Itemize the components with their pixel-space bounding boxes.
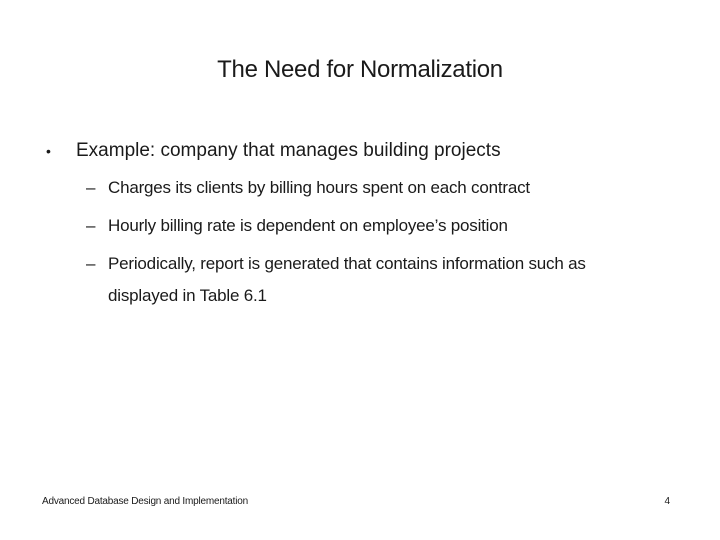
sub-bullet-text: Charges its clients by billing hours spent on each contract: [108, 178, 530, 197]
sub-bullet-marker: –: [86, 178, 96, 197]
sub-bullet-marker: –: [86, 254, 96, 273]
footer-page-number: 4: [664, 496, 670, 507]
sub-bullet-continuation: displayed in Table 6.1: [108, 286, 267, 305]
bullet-item: [46, 140, 501, 162]
bullet-text: Example: company that manages building projects: [76, 140, 501, 161]
bullet-marker: •: [46, 143, 51, 159]
footer-course-title: Advanced Database Design and Implementation: [42, 496, 248, 507]
sub-bullet-item: [86, 216, 508, 236]
sub-bullet-item: [86, 178, 530, 198]
sub-bullet-text: Hourly billing rate is dependent on employee’s position: [108, 216, 508, 235]
sub-bullet-item: [86, 254, 586, 274]
slide-title: The Need for Normalization: [217, 56, 503, 83]
sub-bullet-marker: –: [86, 216, 96, 235]
sub-bullet-text: Periodically, report is generated that contains information such as: [108, 254, 586, 273]
